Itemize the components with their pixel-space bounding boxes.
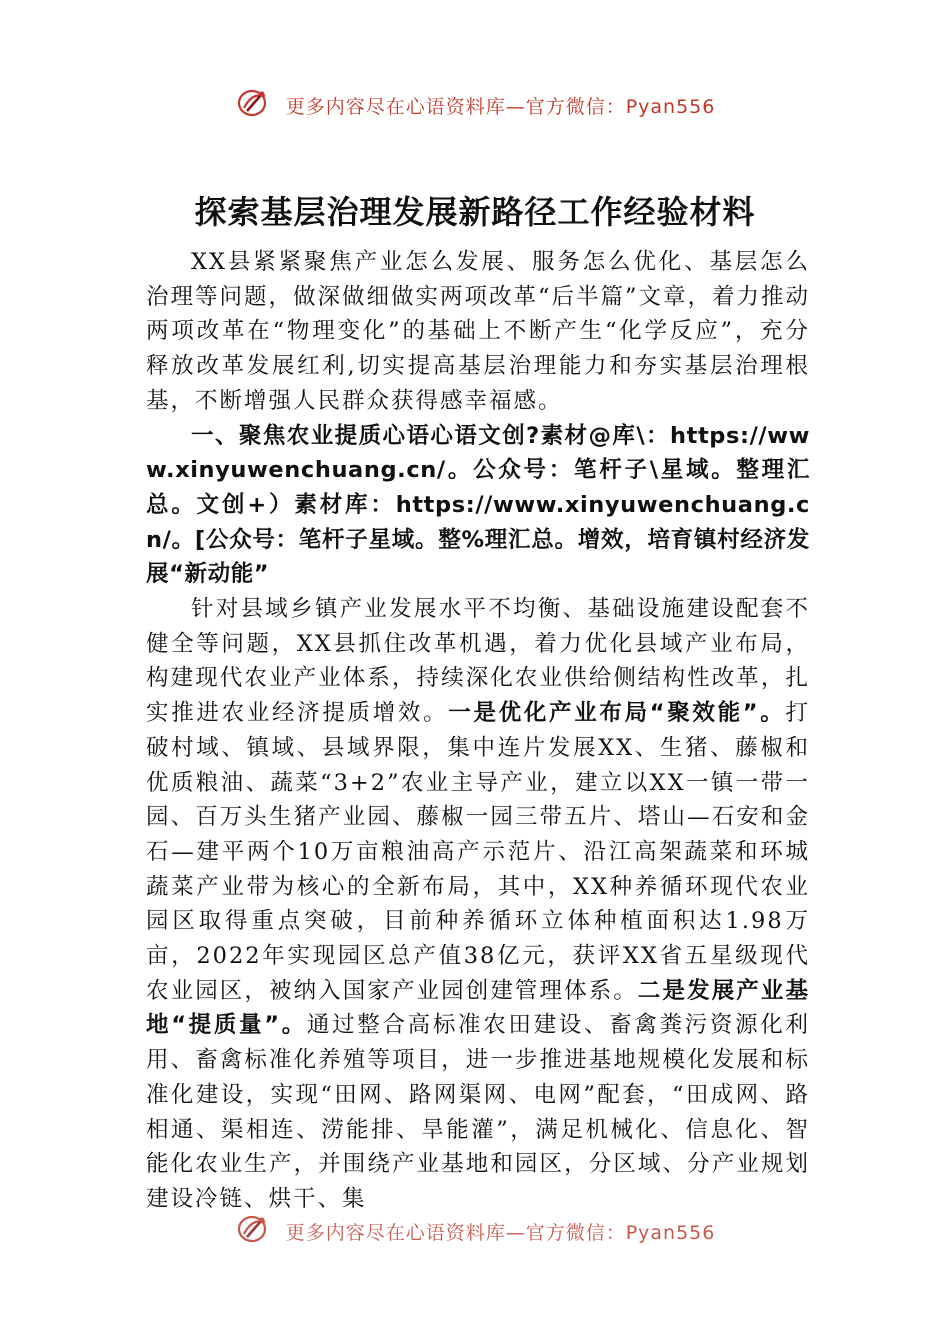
point-title: 二是发展产业基地“提质量”。 <box>146 977 810 1039</box>
point-title: 一是优化产业布局“聚效能”。 <box>448 700 786 727</box>
section-heading: 一、聚焦农业提质心语心语文创?素材@库\：https://www.xinyuwenchuang.cn/。公众号：笔杆子\星域。整理汇总。文创+）素材库：https://www.xinyuwenchuang.cn/。[公众号：笔杆子星域。整%理汇总。增效，培育镇村经济发展“新动能” <box>146 422 810 588</box>
paragraph-text: 通过整合高标准农田建设、畜禽粪污资源化利用、畜禽标准化养殖等项目，进一步推进基地规模化发展和标准化建设，实现“田网、路网渠网、电网”配套，“田成网、路相通、渠相连、涝能排、旱能灌”，满足机械化、信息化、智能化农业生产，并围绕产业基地和园区，分区域、分产业规划建设冷链、烘干、集 <box>146 1012 810 1212</box>
document-body <box>146 245 810 1217</box>
body-paragraph <box>146 592 810 1217</box>
document-title: 探索基层治理发展新路径工作经验材料 <box>194 193 756 231</box>
watermark-top <box>0 86 950 125</box>
paragraph-text: 打破村域、镇域、县域界限，集中连片发展XX、生猪、藤椒和优质粮油、蔬菜“3+2”农业主导产业，建立以XX一镇一带一园、百万头生猪产业园、藤椒一园三带五片、塔山—石安和金石—建平两个10万亩粮油高产示范片、沿江高架蔬菜和环城蔬菜产业带为核心的全新布局，其中，XX种养循环现代农业园区取得重点突破，目前种养循环立体种植面积达1.98万亩，2022年实现园区总产值38亿元，获评XX省五星级现代农业园区，被纳入国家产业园创建管理体系。 <box>146 700 810 1004</box>
paragraph-text: 针对县域乡镇产业发展水平不均衡、基础设施建设配套不健全等问题，XX县抓住改革机遇，着力优化县域产业布局，构建现代农业产业体系，持续深化农业供给侧结构性改革，扎实推进农业经济提质增效。 <box>146 596 810 727</box>
watermark-logo-icon <box>235 86 273 125</box>
watermark-bottom <box>0 1212 950 1251</box>
watermark-logo-icon <box>235 1212 273 1251</box>
watermark-text: 更多内容尽在心语资料库—官方微信：Pyan556 <box>285 96 716 118</box>
watermark-text: 更多内容尽在心语资料库—官方微信：Pyan556 <box>285 1222 716 1244</box>
intro-paragraph: XX县紧紧聚焦产业怎么发展、服务怎么优化、基层怎么治理等问题，做深做细做实两项改革“后半篇”文章，着力推动两项改革在“物理变化”的基础上不断产生“化学反应”，充分释放改革发展红利,切实提高基层治理能力和夯实基层治理根基，不断增强人民群众获得感幸福感。 <box>146 249 811 414</box>
